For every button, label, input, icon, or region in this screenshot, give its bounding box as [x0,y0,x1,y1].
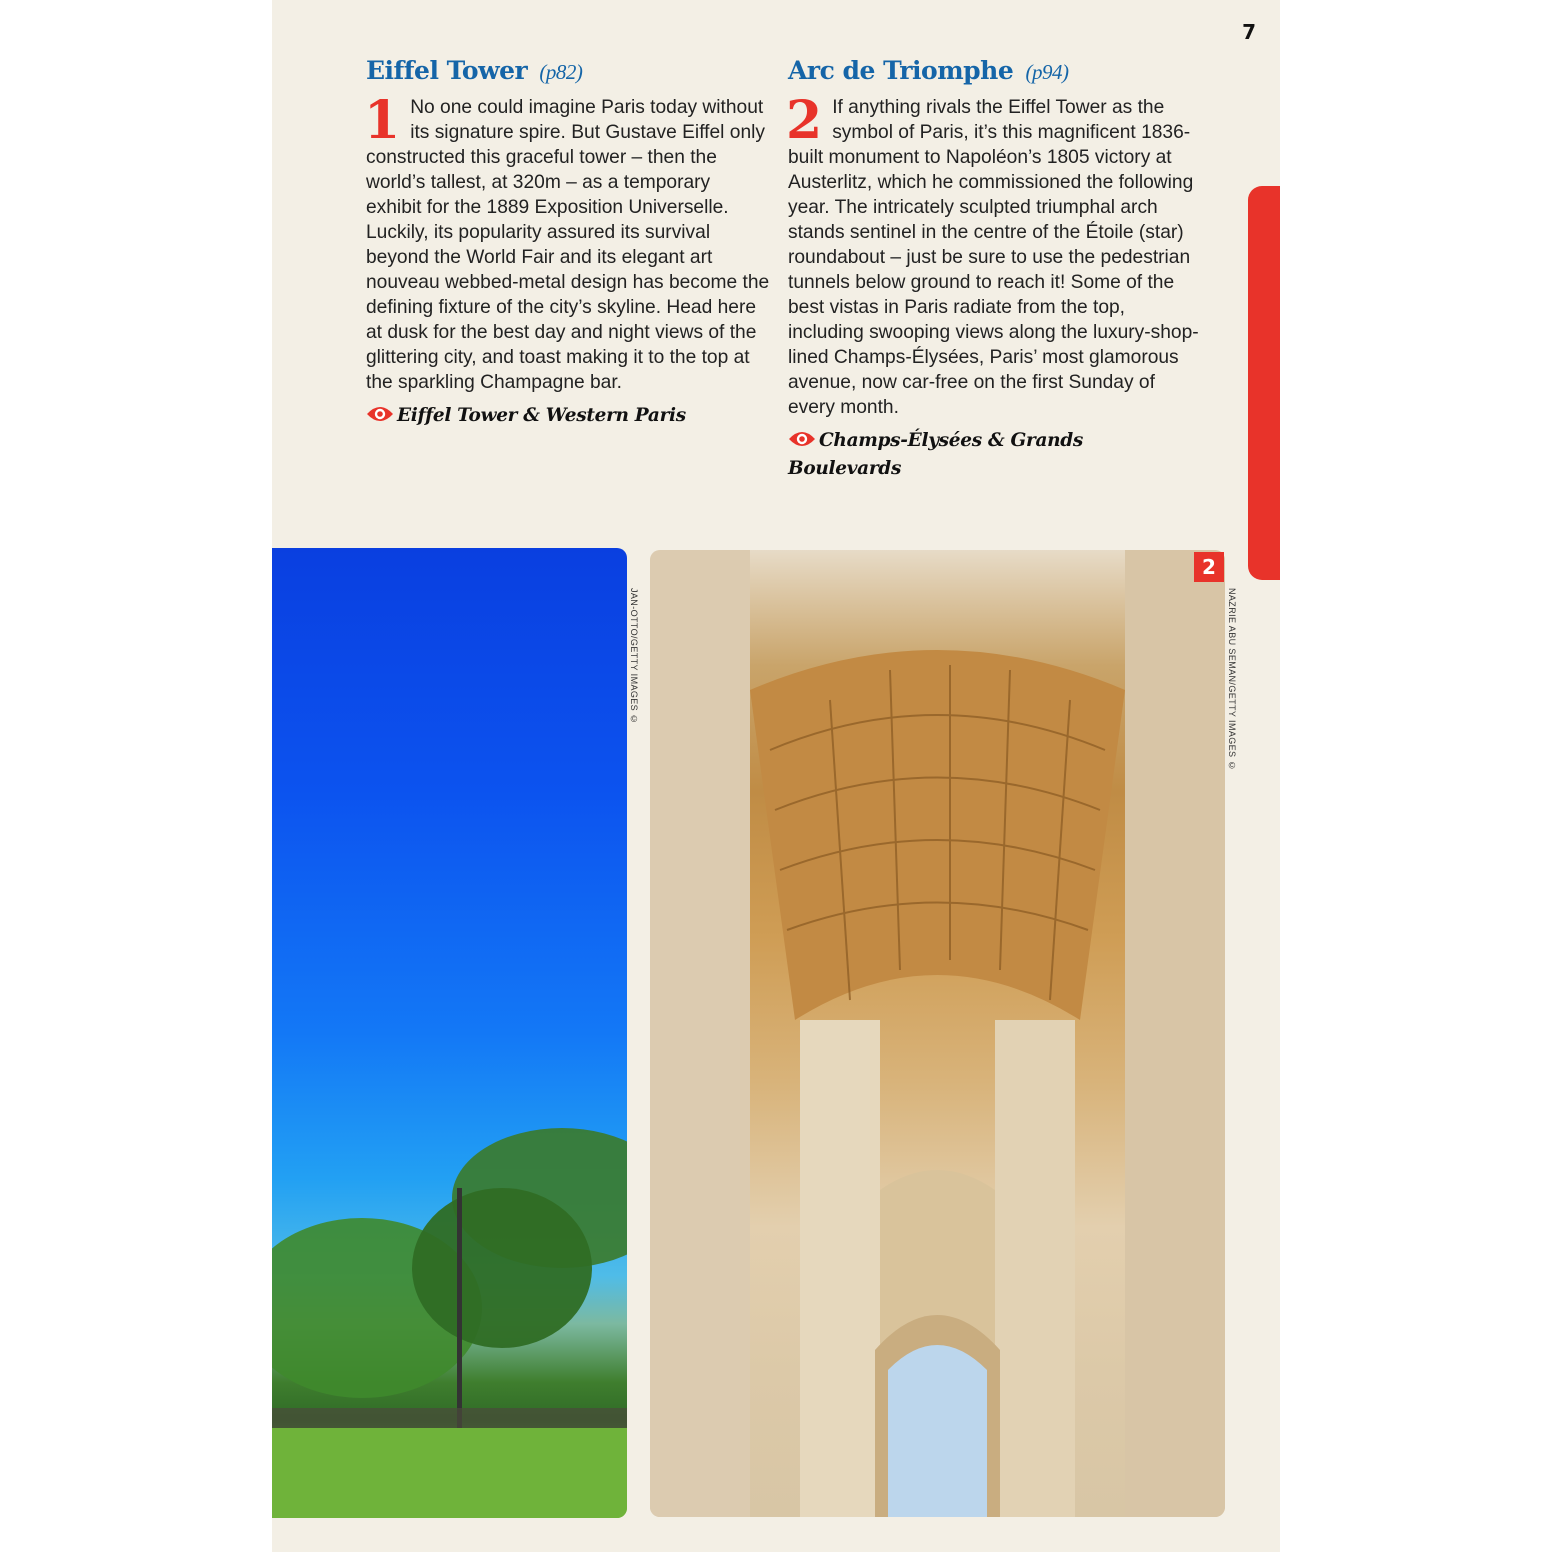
photo-credit: JAN-OTTO/GETTY IMAGES © [629,588,639,725]
see-also-link[interactable] [366,403,770,431]
eye-icon [366,404,394,431]
entry-eiffel-tower [366,56,770,431]
entry-body-text: If anything rivals the Eiffel Tower as the symbol of Paris, it’s this magnificent 1836-built monument to Napoléon’s 1805 victory at Austerlitz, which he commissioned the following year. The intricately sculpted triumphal arch stands sentinel in the centre of the Étoile (star) roundabout – just be sure to use the pedestrian tunnels below ground to reach it! Some of the best vistas in Paris radiate from the top, including swooping views along the luxury-shop-lined Champs-Élysées, Paris’ most glamorous avenue, now car-free on the first Sunday of every month. [788,97,1199,418]
photo-eiffel-park [272,548,627,1518]
entry-body [786,90,1200,420]
photo-credit: NAZRIE ABU SEMAN/GETTY IMAGES © [1227,588,1237,771]
page-number: 7 [1242,20,1256,44]
entry-page-ref[interactable]: (p82) [539,60,583,84]
see-also-text: Eiffel Tower & Western Paris [397,405,686,426]
entry-body-text: No one could imagine Paris today without its signature spire. But Gustave Eiffel only constructed this graceful tower – then the world’s tallest, at 320m – as a temporary exhibit for the 1889 Exposition Universelle. Luckily, its popularity assured its survival beyond the World Fair and its elegant art nouveau webbed-metal design has become the defining fixture of the city’s skyline. Head here at dusk for the best day and night views of the glittering city, and toast making it to the top at the sparkling Champagne bar. [366,97,770,393]
entry-title: Arc de Triomphe [788,56,1014,85]
eye-icon [788,429,816,456]
entry-page-ref[interactable]: (p94) [1025,60,1069,84]
chapter-side-tab [1248,186,1280,580]
see-also-link[interactable] [788,428,1200,481]
entry-heading [366,56,770,87]
entry-number: 2 [786,90,823,151]
entry-heading [788,56,1200,87]
entry-number: 1 [364,90,401,151]
entry-arc-de-triomphe [788,56,1200,481]
photo-arc-de-triomphe [650,550,1225,1517]
see-also-text: Champs-Élysées & Grands Boulevards [788,430,1084,479]
entry-title: Eiffel Tower [366,56,528,85]
guidebook-page [272,0,1280,1552]
photo-number-badge: 2 [1194,552,1224,582]
entry-body [364,90,770,395]
